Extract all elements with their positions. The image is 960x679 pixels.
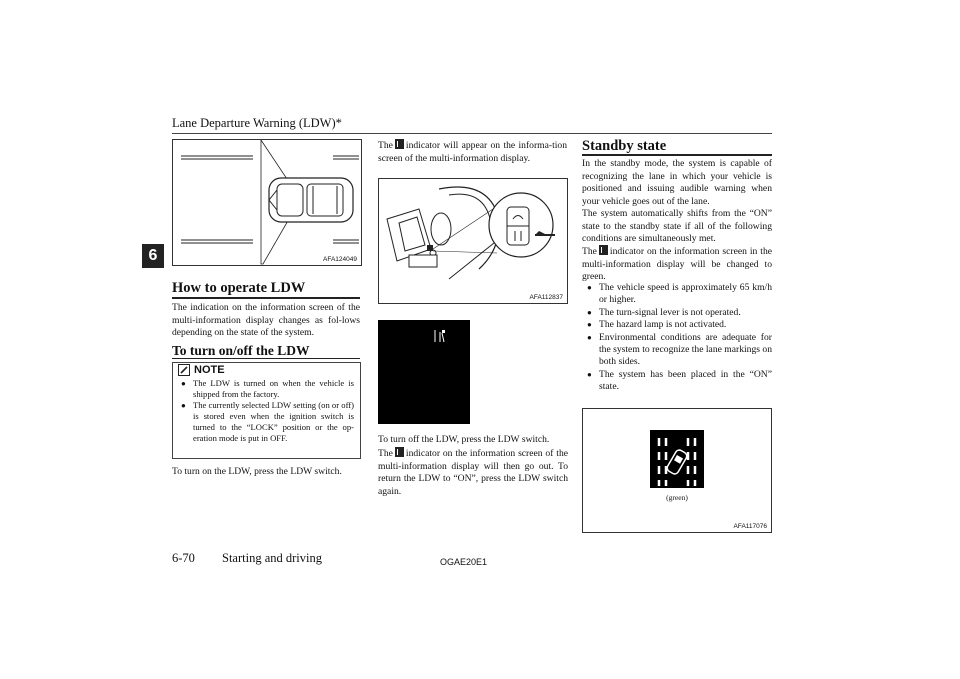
page-number: 6-70 bbox=[172, 551, 195, 565]
section-title-standby: Standby state bbox=[582, 138, 667, 154]
standby-paragraph-3: The indicator on the information screen in the multi-information display will be changed to green. bbox=[582, 246, 772, 283]
subsection-rule bbox=[172, 358, 360, 359]
condition-item: ● The turn-signal lever is not operated. bbox=[582, 307, 772, 319]
turn-off-line: To turn off the LDW, press the LDW switch. bbox=[378, 434, 550, 445]
note-list bbox=[173, 377, 360, 444]
note-heading bbox=[173, 363, 360, 377]
note-pencil-icon bbox=[178, 364, 190, 376]
note-item: ● The LDW is turned on when the vehicle is shipped from the factory. bbox=[176, 378, 354, 400]
standby-paragraph-2: The system automatically shifts from the “ON” state to the standby state if all of the following conditions are simultaneously met. bbox=[582, 208, 772, 245]
figure-code: AFA124049 bbox=[323, 256, 357, 263]
ldw-indicator-icon bbox=[395, 139, 404, 149]
section-title-how: How to operate LDW bbox=[172, 280, 306, 296]
figure-code: AFA117076 bbox=[733, 523, 767, 530]
standby-conditions-list bbox=[582, 282, 772, 394]
figure-caption: (green) bbox=[666, 493, 688, 502]
ldw-indicator-icon bbox=[599, 245, 608, 255]
lane-car-illustration bbox=[173, 140, 361, 265]
note-box bbox=[172, 362, 361, 459]
condition-item: ● Environmental conditions are adequate for the system to recognize the lane markings on both sides. bbox=[582, 332, 772, 369]
figure-standby-indicator bbox=[582, 408, 772, 533]
turn-off-paragraph: The indicator on the information screen of the multi-information display will then go out. To return the LDW to “ON”, press the LDW switch again. bbox=[378, 448, 568, 497]
indicator-appear-paragraph: The indicator will appear on the informa-tion screen of the multi-information display. bbox=[378, 140, 567, 164]
condition-item: ● The vehicle speed is approximately 65 km/h or higher. bbox=[582, 282, 772, 307]
figure-ldw-switch bbox=[378, 178, 568, 304]
turn-on-paragraph: To turn on the LDW, press the LDW switch. bbox=[172, 466, 342, 477]
display-screen-off bbox=[378, 320, 470, 424]
display-screen-standby bbox=[650, 430, 704, 488]
condition-item: ● The system has been placed in the “ON” state. bbox=[582, 369, 772, 394]
figure-lane-camera bbox=[172, 139, 362, 266]
section-rule bbox=[582, 154, 772, 156]
document-code: OGAE20E1 bbox=[440, 557, 488, 567]
how-paragraph: The indication on the information screen of the multi-information display changes as fol-lows depending on the state of the system. bbox=[172, 302, 360, 339]
section-name: Starting and driving bbox=[222, 551, 322, 565]
subsection-title-turn: To turn on/off the LDW bbox=[172, 343, 310, 358]
note-item: ● The currently selected LDW setting (on or off) is stored even when the ignition switch is turned to the “LOCK” position or the op-eration mode is put in OFF. bbox=[176, 400, 354, 444]
standby-paragraph-1: In the standby mode, the system is capable of recognizing the lane in which your vehicle is positioned and issuing audible warning when your vehicle goes out of the lane. bbox=[582, 158, 772, 207]
running-header: Lane Departure Warning (LDW)* bbox=[172, 116, 342, 130]
figure-code: AFA112837 bbox=[529, 294, 563, 301]
ldw-standby-icon bbox=[650, 430, 704, 488]
dashboard-switch-illustration bbox=[379, 179, 567, 303]
chapter-tab: 6 bbox=[142, 244, 164, 268]
ldw-indicator-icon bbox=[378, 320, 470, 424]
note-label: NOTE bbox=[194, 364, 225, 376]
section-rule bbox=[172, 297, 360, 299]
ldw-indicator-icon bbox=[395, 447, 404, 457]
condition-item: ● The hazard lamp is not activated. bbox=[582, 319, 772, 331]
header-rule bbox=[172, 133, 772, 134]
